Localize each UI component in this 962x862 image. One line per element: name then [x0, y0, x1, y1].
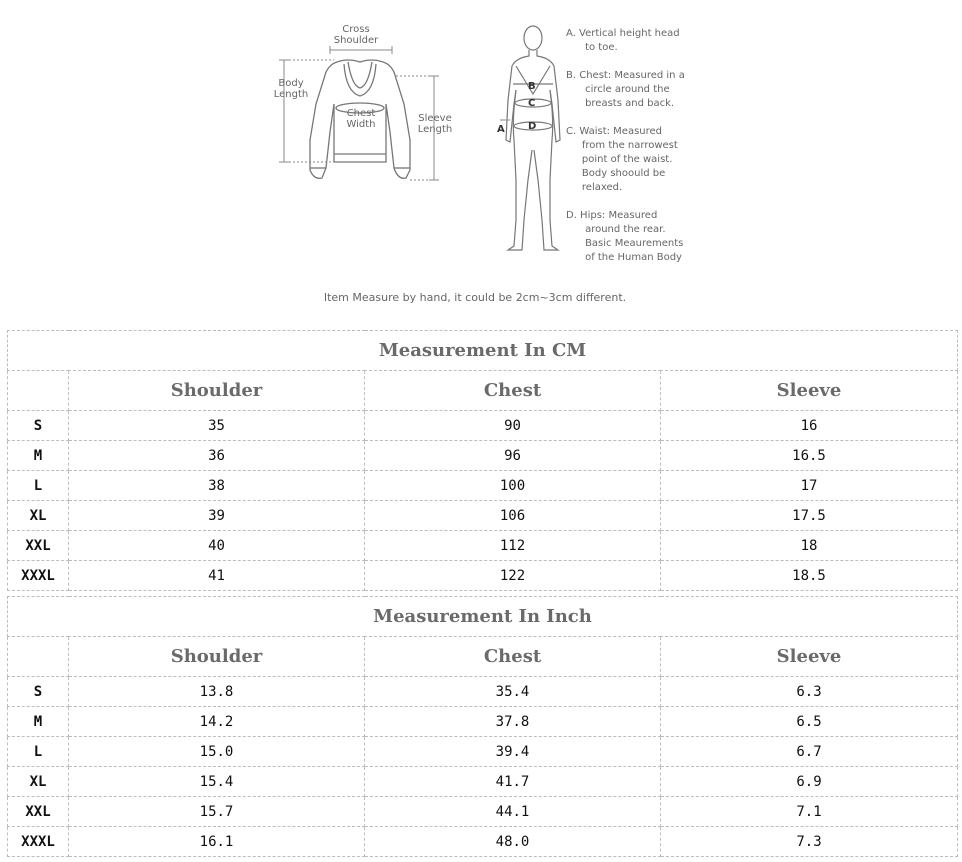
inch-table-title: Measurement In Inch — [8, 597, 958, 637]
sleeve-cell: 6.9 — [661, 767, 958, 797]
table-row — [8, 411, 958, 441]
note-c: C. Waist: Measured from the narrowest point of the waist. Body shoould be relaxed. — [566, 126, 678, 193]
cm-header-shoulder: Shoulder — [69, 371, 365, 411]
human-body-drawing — [500, 26, 560, 250]
chest-cell: 112 — [365, 531, 661, 561]
size-cell: S — [8, 411, 69, 441]
chest-cell: 39.4 — [365, 737, 661, 767]
garment-diagram — [0, 0, 962, 290]
sleeve-cell: 6.7 — [661, 737, 958, 767]
table-row — [8, 767, 958, 797]
cm-header-size — [8, 371, 69, 411]
chest-cell: 37.8 — [365, 707, 661, 737]
chest-cell: 41.7 — [365, 767, 661, 797]
chest-cell: 106 — [365, 501, 661, 531]
measurement-figure — [0, 0, 962, 320]
chest-cell: 35.4 — [365, 677, 661, 707]
shoulder-cell: 14.2 — [69, 707, 365, 737]
sleeve-cell: 6.5 — [661, 707, 958, 737]
inch-header-sleeve: Sleeve — [661, 637, 958, 677]
table-row — [8, 737, 958, 767]
chest-cell: 44.1 — [365, 797, 661, 827]
shoulder-cell: 35 — [69, 411, 365, 441]
sleeve-cell: 6.3 — [661, 677, 958, 707]
size-cell: M — [8, 441, 69, 471]
size-cell: XL — [8, 501, 69, 531]
inch-header-shoulder: Shoulder — [69, 637, 365, 677]
note-a: A. Vertical height head to toe. — [566, 28, 680, 53]
table-row — [8, 501, 958, 531]
sleeve-cell: 16 — [661, 411, 958, 441]
chest-width-label: Chest Width — [346, 108, 376, 130]
shoulder-cell: 15.7 — [69, 797, 365, 827]
shoulder-cell: 38 — [69, 471, 365, 501]
table-row — [8, 561, 958, 591]
sleeve-cell: 17 — [661, 471, 958, 501]
inch-header-chest: Chest — [365, 637, 661, 677]
sleeve-cell: 16.5 — [661, 441, 958, 471]
cross-shoulder-label: Cross Shoulder — [333, 24, 379, 46]
sleeve-cell: 17.5 — [661, 501, 958, 531]
sleeve-cell: 18 — [661, 531, 958, 561]
sleeve-cell: 18.5 — [661, 561, 958, 591]
size-cell: XXXL — [8, 561, 69, 591]
table-row — [8, 827, 958, 857]
table-row — [8, 707, 958, 737]
size-cell: XL — [8, 767, 69, 797]
cm-table-title: Measurement In CM — [8, 331, 958, 371]
shoulder-cell: 41 — [69, 561, 365, 591]
letter-d: D — [528, 121, 537, 132]
inch-header-size — [8, 637, 69, 677]
measure-disclaimer: Item Measure by hand, it could be 2cm~3cm different. — [323, 291, 627, 304]
size-cell: XXXL — [8, 827, 69, 857]
letter-b: B — [528, 81, 536, 92]
size-cell: M — [8, 707, 69, 737]
chest-cell: 100 — [365, 471, 661, 501]
shoulder-cell: 15.0 — [69, 737, 365, 767]
table-row — [8, 531, 958, 561]
note-b: B. Chest: Measured in a circle around the breasts and back. — [566, 70, 685, 109]
table-row — [8, 797, 958, 827]
sleeve-length-label: Sleeve Length — [417, 113, 453, 135]
cm-header-chest: Chest — [365, 371, 661, 411]
shoulder-cell: 15.4 — [69, 767, 365, 797]
size-cell: XXL — [8, 797, 69, 827]
table-row — [8, 471, 958, 501]
chest-cell: 90 — [365, 411, 661, 441]
size-cell: XXL — [8, 531, 69, 561]
shoulder-cell: 36 — [69, 441, 365, 471]
letter-c: C — [528, 98, 536, 109]
table-row — [8, 441, 958, 471]
chest-cell: 48.0 — [365, 827, 661, 857]
cm-header-sleeve: Sleeve — [661, 371, 958, 411]
shoulder-cell: 16.1 — [69, 827, 365, 857]
shoulder-cell: 13.8 — [69, 677, 365, 707]
shoulder-cell: 40 — [69, 531, 365, 561]
sleeve-cell: 7.3 — [661, 827, 958, 857]
note-d: D. Hips: Measured around the rear. Basic Meaurements of the Human Body — [566, 210, 684, 263]
sleeve-cell: 7.1 — [661, 797, 958, 827]
size-cell: S — [8, 677, 69, 707]
inch-size-table — [7, 596, 958, 857]
chest-cell: 122 — [365, 561, 661, 591]
letter-a: A — [497, 124, 505, 135]
size-cell: L — [8, 737, 69, 767]
table-row — [8, 677, 958, 707]
chest-cell: 96 — [365, 441, 661, 471]
size-cell: L — [8, 471, 69, 501]
shoulder-cell: 39 — [69, 501, 365, 531]
cm-size-table — [7, 330, 958, 591]
body-length-label: Body Length — [273, 78, 309, 100]
